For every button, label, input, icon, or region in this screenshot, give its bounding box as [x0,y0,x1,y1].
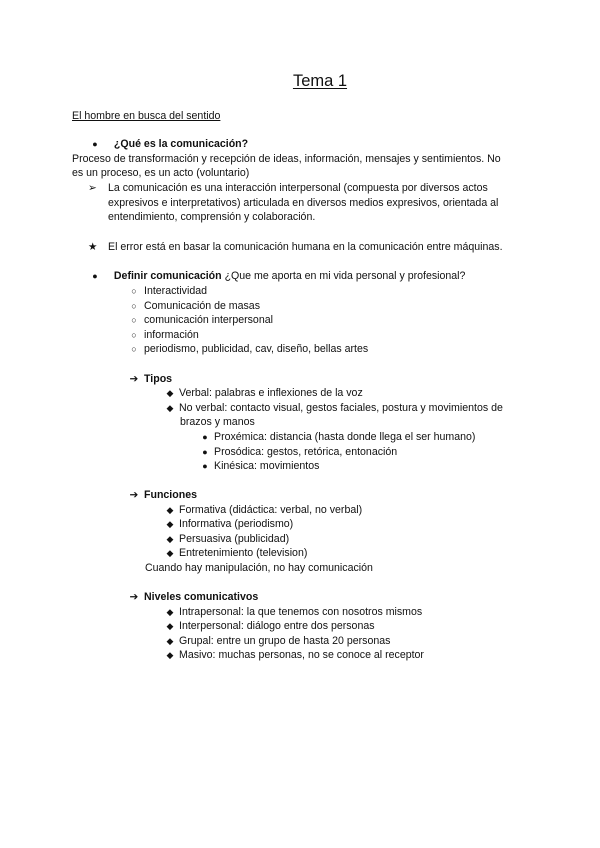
section2-heading-row [88,269,465,284]
list-item: ● Prosódica: gestos, retórica, entonación [198,445,397,460]
list-item-continuation: brazos y manos [180,416,255,428]
list-item: ◆ Intrapersonal: la que tenemos con nosotros mismos [163,605,422,620]
section1-arrow-bullet-icon: ➢ [88,182,97,194]
list-item: ◆ Masivo: muchas personas, no se conoce al receptor [163,648,424,663]
funciones-heading-row [127,488,197,503]
list-item: ○ comunicación interpersonal [127,313,273,328]
list-item: ● Proxémica: distancia (hasta donde llega el ser humano) [198,430,475,445]
diamond-bullet-icon: ◆ [166,388,174,398]
list-item: ◆ Interpersonal: diálogo entre dos personas [163,619,375,634]
circle-bullet-icon: ○ [131,315,137,325]
diamond-bullet-icon: ◆ [166,505,174,515]
diamond-bullet-icon: ◆ [166,607,174,617]
list-item: ◆ Entretenimiento (television) [163,546,307,561]
section1-paragraph-line: es un proceso, es un acto (voluntario) [72,167,250,179]
section1-arrow-line: expresivos e interpretativos) articulada en diversos medios expresivos, orientada al [108,197,499,209]
list-item: ○ Comunicación de masas [127,299,260,314]
star-icon: ★ [88,241,98,253]
bullet-icon: ● [202,447,208,457]
diamond-bullet-icon: ◆ [166,636,174,646]
list-item: ◆ Verbal: palabras e inflexiones de la voz [163,386,363,401]
diamond-bullet-icon: ◆ [166,621,174,631]
page-title: Tema 1 [292,72,348,90]
section1-arrow-line: entendimiento, comprensión y colaboración. [108,211,316,223]
star-note-text: El error está en basar la comunicación humana en la comunicación entre máquinas. [108,241,503,253]
arrow-right-icon: ➔ [129,591,139,603]
diamond-bullet-icon: ◆ [166,548,174,558]
tipos-heading-row [127,372,172,387]
bullet-icon: ● [202,461,208,471]
diamond-bullet-icon: ◆ [166,403,174,413]
circle-bullet-icon: ○ [131,344,137,354]
section1-arrow-line: La comunicación es una interacción interpersonal (compuesta por diversos actos [108,182,488,194]
section2-question: ¿Que me aporta en mi vida personal y profesional? [221,270,466,282]
arrow-right-icon: ➔ [129,373,139,385]
niveles-heading: Niveles comunicativos [144,591,259,603]
list-item: ○ periodismo, publicidad, cav, diseño, bellas artes [127,342,368,357]
bullet-icon: ● [92,271,98,281]
circle-bullet-icon: ○ [131,286,137,296]
section1-heading: ¿Qué es la comunicación? [113,138,249,150]
list-item: ◆ Formativa (didáctica: verbal, no verbal) [163,503,362,518]
section1-paragraph-line: Proceso de transformación y recepción de ideas, información, mensajes y sentimientos. No [72,153,501,165]
list-item: ◆ Grupal: entre un grupo de hasta 20 personas [163,634,390,649]
tipos-heading: Tipos [144,373,173,385]
list-item: ● Kinésica: movimientos [198,459,319,474]
diamond-bullet-icon: ◆ [166,519,174,529]
diamond-bullet-icon: ◆ [166,534,174,544]
section1-heading-row [88,137,248,152]
funciones-heading: Funciones [144,489,197,501]
bullet-icon: ● [202,432,208,442]
page-subtitle: El hombre en busca del sentido [72,110,221,122]
diamond-bullet-icon: ◆ [166,650,174,660]
circle-bullet-icon: ○ [131,301,137,311]
arrow-right-icon: ➔ [129,489,139,501]
bullet-icon: ● [92,139,98,149]
list-item: ◆ No verbal: contacto visual, gestos faciales, postura y movimientos de [163,401,503,416]
list-item: ◆ Informativa (periodismo) [163,517,293,532]
list-item: ○ Interactividad [127,284,207,299]
list-item: ◆ Persuasiva (publicidad) [163,532,289,547]
funciones-note: Cuando hay manipulación, no hay comunicación [145,562,373,574]
section2-heading: Definir comunicación [113,270,222,282]
list-item: ○ información [127,328,199,343]
circle-bullet-icon: ○ [131,330,137,340]
niveles-heading-row [127,590,258,605]
